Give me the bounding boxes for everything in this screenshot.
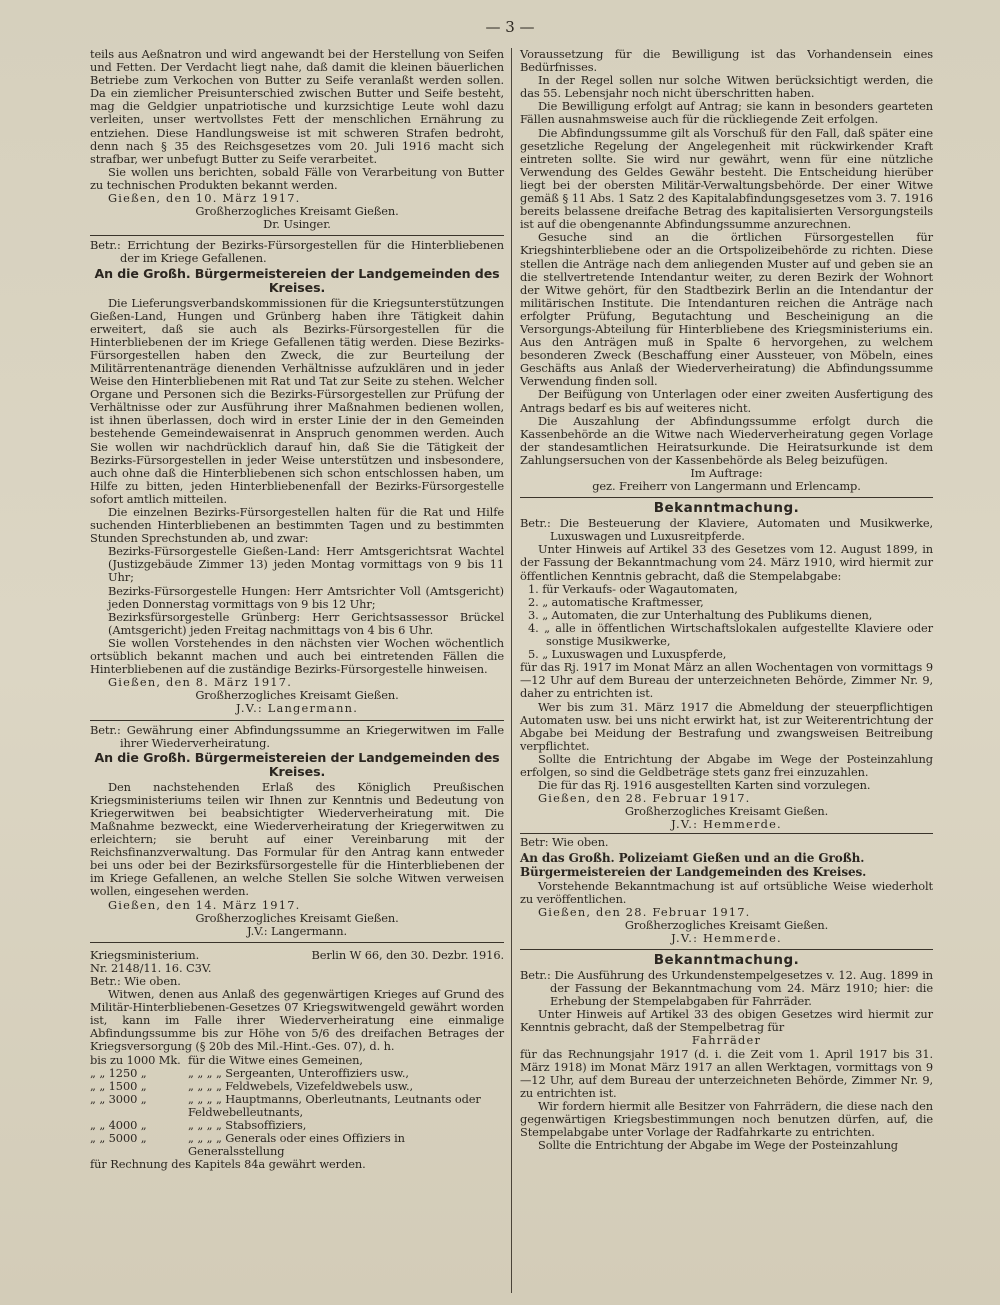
left-column	[90, 48, 504, 1171]
report-request-paragraph: Sie wollen uns berichten, sobald Fälle von Verarbeitung von Butter zu technischen Produkten bekannt werden.	[90, 164, 504, 192]
bicycle-payment-paragraph: für das Rechnungsjahr 1917 (d. i. die Zeit vom 1. April 1917 bis 31. März 1918) im Monat März 1917 an allen Werktagen, vormittags von 9—12 Uhr, auf dem Bureau der unterzeichneten Behörde, Zimmer Nr. 9, zu entrichten ist.	[520, 1046, 933, 1100]
bicycle-notice-paragraph: Unter Hinweis auf Artikel 33 des obigen Gesetzes wird hiermit zur Kenntnis gebracht, daß der Stempelbetrag für	[520, 1007, 933, 1035]
ministry-name: Kriegsministerium.	[90, 947, 200, 962]
bicycle-owners-paragraph: Wir fordern hiermit alle Besitzer von Fahrrädern, die diese nach den gegenwärtigen Kriegsbestimmungen noch benutzen dürfen, auf, die Stempelabgabe unter Vorlage der Radfahrkarte zu entrichten.	[520, 1098, 933, 1140]
section-heading: An das Großh. Polizeiamt Gießen und an die Großh. Bürgermeistereien der Landgemeinden des Kreises.	[520, 850, 867, 879]
bicycle-postal-paragraph: Sollte die Entrichtung der Abgabe im Wege der Posteinzahlung	[538, 1138, 899, 1153]
signer-name: Dr. Usinger.	[263, 217, 331, 232]
subject-line: Betr.: Die Ausführung des Urkundenstempelgesetzes v. 12. Aug. 1899 in der Fassung der Bekanntmachung vom 24. März 1910; hier: die Erhebung der Stempelabgaben für Fahrräder.	[520, 968, 933, 1009]
documents-paragraph: Der Beifügung von Unterlagen oder einer zweiten Ausfertigung des Antrags bedarf es bis auf weiteres nicht.	[520, 387, 933, 415]
tax-item: 2. „ automatische Kraftmesser,	[528, 594, 704, 609]
page-number: — 3 —	[485, 18, 535, 36]
ministry-place-date: Berlin W 66, den 30. Dezbr. 1916.	[311, 947, 504, 962]
signer-name: J.V.: Hemmerde.	[671, 817, 782, 832]
subject-line: Betr.: Die Besteuerung der Klaviere, Automaten und Musikwerke, Luxuswagen und Luxusreitpferde.	[520, 516, 933, 544]
office-name: Großherzogliches Kreisamt Gießen.	[195, 910, 399, 925]
order-signature: gez. Freiherr von Langermann und Erlencamp.	[592, 479, 861, 494]
rate-row: „ „ 5000 „ „ „ „ „ Generals oder eines Offiziers in Generalsstellung	[90, 1131, 405, 1159]
tax-notice-paragraph: Unter Hinweis auf Artikel 33 des Gesetzes vom 12. August 1899, in der Fassung der Bekanntmachung vom 24. März 1910, wird hiermit zur öffentlichen Kenntnis gebracht, daß die Stempelabgabe:	[520, 542, 933, 583]
office-hours-giessen: Bezirks-Fürsorgestelle Gießen-Land: Herr Amtsgerichtsrat Wachtel (Justizgebäude Zimmer 13) jeden Montag vormittags von 9 bis 11 Uhr;	[108, 544, 504, 585]
section-heading: An die Großh. Bürgermeistereien der Landgemeinden des Kreises.	[94, 265, 500, 295]
postal-payment-paragraph: Sollte die Entrichtung der Abgabe im Wege der Posteinzahlung erfolgen, so sind die Geldbeträge stets ganz frei einzuzahlen.	[520, 751, 933, 779]
section-rule	[520, 833, 933, 834]
tax-item: 4. „ alle in öffentlichen Wirtschaftslokalen aufgestellte Klaviere oder sonstige Musikwerke,	[528, 620, 933, 649]
notice-date: Gießen, den 8. März 1917.	[108, 675, 293, 690]
notice-date: Gießen, den 14. März 1917.	[108, 897, 301, 912]
section-rule	[90, 942, 504, 943]
subject-line: Betr: Wie oben.	[520, 835, 609, 850]
tax-item: 5. „ Luxuswagen und Luxuspferde,	[528, 647, 727, 662]
notice-date: Gießen, den 10. März 1917.	[108, 191, 301, 206]
tax-payment-paragraph: für das Rj. 1917 im Monat März an allen Wochentagen von vormittags 9—12 Uhr auf dem Bureau der unterzeichneten Behörde, Zimmer Nr. 9, daher zu entrichten ist.	[520, 660, 933, 701]
office-hours-intro: Die einzelnen Bezirks-Fürsorgestellen halten für die Rat und Hilfe suchenden Hinterbliebenen an bestimmten Tagen und zu bestimmten Stunden Sprechstunden ab, und zwar:	[90, 505, 504, 546]
section-rule	[90, 235, 504, 236]
signer-name: J.V.: Langermann.	[235, 701, 359, 716]
office-name: Großherzogliches Kreisamt Gießen.	[624, 804, 829, 819]
section-rule	[90, 720, 504, 721]
butter-notice-paragraph: teils aus Aeßnatron und wird angewandt bei der Herstellung von Seifen und Fetten. Der Verdacht liegt nahe, daß damit die kleinen bäuerlichen Betriebe zum Verkochen von Butter zu Seife veranlaßt werden sollen. Da ein ziemlicher Preisunterschied zwischen Butter und Seife besteht, mag die Geldgier unpatriotische und kurzsichtige Leute wohl dazu verleiten, unser wertvollstes Fett der menschlichen Ernährung zu entziehen. Diese Handlungsweise ist mit schweren Strafen bedroht, denn nach § 35 des Reichsgesetzes vom 20. Juli 1916 macht sich strafbar, wer unbefugt Butter zu Seife verarbeitet.	[90, 47, 504, 166]
office-hours-hungen: Bezirks-Fürsorgestelle Hungen: Herr Amtsrichter Voll (Amtsgericht) jeden Donnerstag vormittags von 9 bis 12 Uhr;	[108, 583, 504, 611]
column-divider	[511, 48, 512, 1293]
office-name: Großherzogliches Kreisamt Gießen.	[195, 204, 399, 219]
tax-item: 1. für Verkaufs- oder Wagautomaten,	[528, 581, 738, 596]
widow-decree-paragraph: Den nachstehenden Erlaß des Königlich Preußischen Kriegsministeriums teilen wir Ihnen zur Kenntnis und Bedeutung von Kriegerwitwen bei beabsichtigter Wiederverheiratung mit. Die Maßnahme bezweckt, eine Wiederverheiratung der Kriegerwitwen zu erleichtern; sie beruht auf einer Vereinbarung mit der Reichsfinanzverwaltung. Das Formular für den Antrag kann entweder bei uns oder bei der Bezirksfürsorgestelle für die Hinterbliebenen der im Kriege Gefallenen, an welche Stellen Sie solche Witwen verweisen wollen, eingesehen werden.	[90, 779, 504, 899]
ministry-header	[90, 949, 504, 962]
rate-table	[90, 1054, 504, 1159]
office-name: Großherzogliches Kreisamt Gießen.	[195, 688, 399, 703]
subject-line: Betr.: Gewährung einer Abfindungssumme an Kriegerwitwen im Falle ihrer Wiederverheiratung.	[90, 722, 504, 750]
notice-date: Gießen, den 28. Februar 1917.	[538, 904, 751, 919]
rate-row: „ „ 3000 „ „ „ „ „ Hauptmanns, Oberleutnants, Leutnants oder Feldwebelleutnants,	[90, 1091, 481, 1119]
requests-paragraph: Gesuche sind an die örtlichen Fürsorgestellen für Kriegshinterbliebene oder an die Ortspolizeibehörde zu richten. Diese stellen die Anträge nach dem anliegenden Muster auf und geben sie an die stellvertretende Intendantur weiter, zu deren Bezirk der Wohnort der Witwe gehört, für den Stadtbezirk Berlin an die Intendantur der militärischen Institute. Die Intendanturen reichen die Anträge nach erfolgter Prüfung, Begutachtung und Bescheinigung an die Versorgungs-Abteilung für Hinterbliebene des Kriegsministeriums ein. Aus den Anträgen muß in Spalte 6 hervorgehen, zu welchem besonderen Zweck (Beschaffung einer Aussteuer, von Möbeln, eines Geschäfts aus Anlaß der Wiederverheiratung) die Abfindungssumme Verwendung finden soll.	[520, 230, 933, 389]
ministry-number: Nr. 2148/11. 16. C3V.	[90, 960, 212, 975]
cards-paragraph: Die für das Rj. 1916 ausgestellten Karten sind vorzulegen.	[538, 778, 871, 793]
widow-compensation-paragraph: Witwen, denen aus Anlaß des gegenwärtigen Krieges auf Grund des Militär-Hinterbliebenen-Gesetzes 07 Kriegswitwengeld gewährt worden ist, kann im Falle ihrer Wiederverheiratung eine einmalige Abfindungssumme bis zur Höhe von 5/6 des dreifachen Betrages der Kriegsversorgung (§ 20b des Mil.-Hint.-Ges. 07), d. h.	[90, 987, 504, 1054]
payment-paragraph: Die Auszahlung der Abfindungssumme erfolgt durch die Kassenbehörde an die Witwe nach Wiederverheiratung gegen Vorlage der standesamtlichen Heiratsurkunde. Die Heiratsurkunde ist dem Zahlungsersuchen von der Kassenbehörde als Beleg beizufügen.	[520, 413, 933, 467]
notice-date: Gießen, den 28. Februar 1917.	[538, 791, 751, 806]
subject-line: Betr.: Errichtung der Bezirks-Fürsorgestellen für die Hinterbliebenen der im Kriege Gefallenen.	[90, 238, 504, 266]
subject-line: Betr.: Wie oben.	[90, 974, 181, 988]
office-hours-gruenberg: Bezirksfürsorgestelle Grünberg: Herr Gerichtsassessor Brückel (Amtsgericht) jeden Freitag nachmittags von 4 bis 6 Uhr.	[108, 609, 504, 637]
advance-paragraph: Die Abfindungssumme gilt als Vorschuß für den Fall, daß später eine gesetzliche Regelung der Angelegenheit mit rückwirkender Kraft eintreten sollte. Sie wird nur gewährt, wenn für eine nützliche Verwendung des Geldes Gewähr besteht. Die Entscheidung hierüber liegt bei der obersten Militär-Verwaltungsbehörde. Der einer Witwe gemäß § 11 Abs. 1 Satz 2 des Kapitalabfindungsgesetzes vom 3. 7. 1916 bereits belassene dreifache Betrag des kapitalisierten Versorgungsteils ist auf die obengenannte Abfindungssumme anzurechnen.	[520, 125, 933, 232]
tax-item: 3. „ Automaten, die zur Unterhaltung des Publikums dienen,	[528, 607, 873, 622]
office-name: Großherzogliches Kreisamt Gießen.	[624, 917, 829, 932]
fuersorge-paragraph: Die Lieferungsverbandskommissionen für die Kriegsunterstützungen Gießen-Land, Hungen und Grünberg haben ihre Tätigkeit dahin erweitert, daß sie auch als Bezirks-Fürsorgestellen für die Hinterbliebenen der im Kriege Gefallenen tätig werden. Diese Bezirks-Fürsorgestellen haben den Zweck, die zur Beurteilung der Militärrentenanträge dienenden Verhältnisse aufzuklären und in jeder Weise den Hinterbliebenen mit Rat und Tat zur Seite zu stehen. Welcher Organe und Personen sich die Bezirks-Fürsorgestellen zur Prüfung der Verhältnisse oder zur Ausführung ihrer Maßnahmen bedienen wollen, ist ihnen überlassen, doch wird in erster Linie der in den Gemeinden bestehende Gemeindewaisenrat in Anspruch genommen werden. Auch Sie wollen wir nachdrücklich darauf hin, daß Sie die Tätigkeit der Bezirks-Fürsorgestellen in jeder Weise unterstützen und insbesondere, auch ohne daß die Hinterbliebenen sich schon entschlossen haben, um Hilfe zu bitten, jeden Hinterbliebenenfall der Bezirks-Fürsorgestelle sofort amtlich mitteilen.	[90, 295, 504, 506]
rate-row: „ „ 1500 „ „ „ „ „ Feldwebels, Vizefeldwebels usw.,	[90, 1078, 414, 1093]
order-label: Im Auftrage:	[690, 466, 763, 480]
republish-paragraph: Vorstehende Bekanntmachung ist auf ortsübliche Weise wiederholt zu veröffentlichen.	[520, 878, 933, 906]
rate-closing-line: für Rechnung des Kapitels 84a gewährt werden.	[90, 1157, 366, 1172]
requirement-paragraph: Voraussetzung für die Bewilligung ist das Vorhandensein eines Bedürfnisses.	[520, 47, 933, 75]
signer-name: J.V.: Hemmerde.	[671, 930, 782, 945]
announcement-title: Bekanntmachung.	[653, 952, 800, 968]
right-column	[520, 48, 933, 1152]
deregistration-paragraph: Wer bis zum 31. März 1917 die Abmeldung der steuerpflichtigen Automaten usw. bei uns nicht erwirkt hat, ist zur Weiterentrichtung der Abgabe bei Meidung der Bestrafung und zwangsweisen Beitreibung verpflichtet.	[520, 699, 933, 753]
section-rule	[520, 949, 933, 950]
age-limit-paragraph: In der Regel sollen nur solche Witwen berücksichtigt werden, die das 55. Lebensjahr noch nicht überschritten haben.	[520, 73, 933, 101]
application-paragraph: Die Bewilligung erfolgt auf Antrag; sie kann in besonders gearteten Fällen ausnahmsweise auch für die rückliegende Zeit erfolgen.	[520, 99, 933, 127]
section-rule	[520, 497, 933, 498]
announcement-title: Bekanntmachung.	[653, 500, 800, 517]
rate-row: „ „ 4000 „ „ „ „ „ Stabsoffiziers,	[90, 1118, 307, 1133]
rate-row: bis zu 1000 Mk. für die Witwe eines Gemeinen,	[90, 1052, 363, 1067]
section-heading: An die Großh. Bürgermeistereien der Landgemeinden des Kreises.	[94, 749, 500, 779]
publication-instruction: Sie wollen Vorstehendes in den nächsten vier Wochen wöchentlich ortsüblich bekannt machen und auch bei eintretenden Fällen die Hinterbliebenen auf die zuständige Bezirks-Fürsorgestelle hinweisen.	[90, 635, 504, 677]
signer-name: J.V.: Langermann.	[247, 923, 347, 938]
bicycle-heading: Fahrräder	[691, 1033, 762, 1048]
rate-row: „ „ 1250 „ „ „ „ „ Sergeanten, Unteroffiziers usw.,	[90, 1065, 409, 1080]
